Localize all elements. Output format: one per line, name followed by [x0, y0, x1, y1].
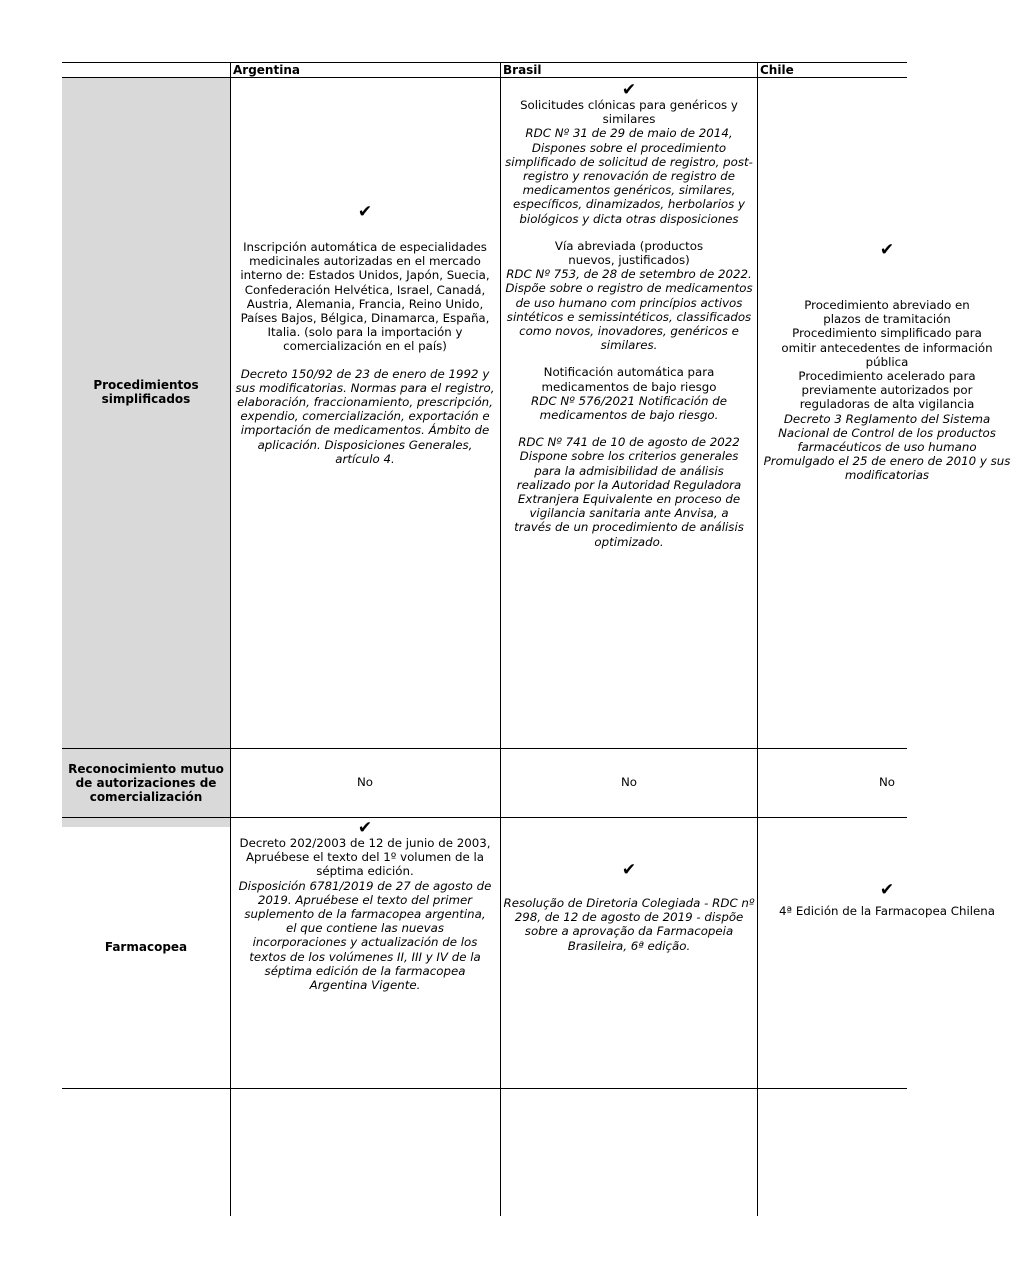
- chile-farmacopea-cell: [758, 880, 995, 942]
- brasil-procedimientos-p3-ref: RDC Nº 576/2021 Notificación de medicamentos de bajo riesgo.: [531, 393, 727, 423]
- row-label-procedimientos: Procedimientos simplificados: [93, 378, 199, 406]
- argentina-farmacopea-text: Decreto 202/2003 de 12 de junio de 2003, Apruébese el texto del 1º volumen de la séptima edición.: [239, 836, 491, 879]
- chile-line: omitir antecedentes de información: [781, 340, 993, 355]
- chile-reconocimiento-text: No: [878, 775, 896, 789]
- row-rule-1: [62, 748, 907, 749]
- chile-line: reguladoras de alta vigilancia: [799, 397, 975, 412]
- check-icon: ✔: [879, 880, 895, 900]
- header-brasil: Brasil: [503, 63, 542, 77]
- chile-farmacopea-text: 4ª Edición de la Farmacopea Chilena: [779, 904, 995, 918]
- col-rule-2: [500, 62, 501, 1216]
- chile-line: pública: [865, 354, 909, 369]
- check-icon: ✔: [621, 860, 637, 880]
- header-chile: Chile: [760, 63, 794, 77]
- argentina-procedimientos-cell: [234, 204, 496, 466]
- argentina-farmacopea-cell: [234, 820, 496, 992]
- argentina-procedimientos-ref: Decreto 150/92 de 23 de enero de 1992 y sus modificatorias. Normas para el registro, elaboración, fraccionamiento, prescripción, expendio, comercialización, exportación e importación de medicamentos. Ámbito de aplicación. Disposiciones Generales, artículo 4.: [235, 366, 495, 466]
- check-icon: ✔: [357, 818, 373, 838]
- chile-line: Decreto 3 Reglamento del Sistema: [783, 411, 991, 426]
- row-rule-3: [62, 1088, 907, 1089]
- argentina-farmacopea-ref: Disposición 6781/2019 de 27 de agosto de 2019. Apruébese el texto del primer suplemento de la farmacopea argentina, el que contiene las nuevas incorporaciones y actualización de los textos de los volúmenes II, III y IV de la séptima edición de la farmacopea Argentina Vigente.: [238, 878, 492, 993]
- chile-procedimientos-cell: [758, 240, 1011, 502]
- brasil-farmacopea-ref: Resolução de Diretoria Colegiada - RDC nº 298, de 12 de agosto de 2019 - dispõe sobre a aprovação da Farmacopeia Brasileira, 6ª edição.: [503, 896, 755, 953]
- brasil-procedimientos-p1-ref: RDC Nº 31 de 29 de maio de 2014, Dispones sobre el procedimiento simplificado de solicitud de registro, post-registro y renovación de registro de medicamentos genéricos, similares, específicos, dinamizados, herbolarios y biológicos y dicta otras disposiciones: [505, 126, 753, 226]
- brasil-procedimientos-p4-ref: RDC Nº 741 de 10 de agosto de 2022 Dispone sobre los criterios generales para la admisibilidad de análisis realizado por la Autoridad Reguladora Extranjera Equivalente en proceso de vigilancia sanitaria ante Anvisa, a través de un procedimiento de análisis optimizado.: [514, 435, 744, 549]
- brasil-procedimientos-p3: Notificación automática para medicamentos de bajo riesgo: [541, 365, 717, 394]
- chile-line: plazos de tramitación: [823, 312, 951, 327]
- chile-line: modificatorias: [844, 468, 930, 483]
- brasil-procedimientos-p1: Solicitudes clónicas para genéricos y similares: [520, 98, 738, 127]
- chile-line: Nacional de Control de los productos: [778, 425, 996, 440]
- chile-reconocimiento-cell: [758, 775, 907, 791]
- col-rule-3: [757, 62, 758, 1216]
- argentina-reconocimiento-cell: No: [356, 775, 374, 789]
- row-label-farmacopea: Farmacopea: [104, 940, 188, 954]
- brasil-farmacopea-cell: [503, 862, 755, 953]
- row-rule-2: [62, 817, 907, 818]
- check-icon: ✔: [879, 240, 895, 260]
- brasil-procedimientos-p2: Vía abreviada (productos nuevos, justificados): [554, 238, 704, 268]
- chile-line: Procedimiento acelerado para: [798, 369, 976, 384]
- chile-line: Procedimiento abreviado en: [804, 298, 970, 312]
- header-argentina: Argentina: [233, 63, 300, 77]
- col-rule-1: [230, 62, 231, 1216]
- brasil-procedimientos-cell: [503, 82, 755, 549]
- chile-line: Procedimiento simplificado para: [792, 326, 982, 341]
- chile-line: previamente autorizados por: [801, 383, 973, 398]
- label-column-shade: [62, 77, 230, 827]
- brasil-procedimientos-p2-ref: RDC Nº 753, de 28 de setembro de 2022. Dispõe sobre o registro de medicamentos de uso humano com princípios activos sintéticos e semissintéticos, classificados como novos, inovadores, genéricos e similares.: [505, 267, 753, 353]
- row-label-reconocimiento: Reconocimiento mutuo de autorizaciones de comercialización: [68, 762, 224, 804]
- check-icon: ✔: [621, 80, 637, 100]
- brasil-reconocimiento-cell: No: [620, 775, 638, 789]
- check-icon: ✔: [357, 202, 373, 222]
- chile-line: Promulgado el 25 de enero de 2010 y sus: [763, 454, 1011, 469]
- chile-line: farmacéuticos de uso humano: [797, 440, 977, 455]
- argentina-procedimientos-text: Inscripción automática de especialidades medicinales autorizadas en el mercado interno de: Estados Unidos, Japón, Suecia, Confederación Helvética, Israel, Canadá, Austria, Alemania, Francia, Reino Unido, Países Bajos, Bélgica, Dinamarca, España, Italia. (solo para la importación y comercialización en el país): [240, 240, 490, 354]
